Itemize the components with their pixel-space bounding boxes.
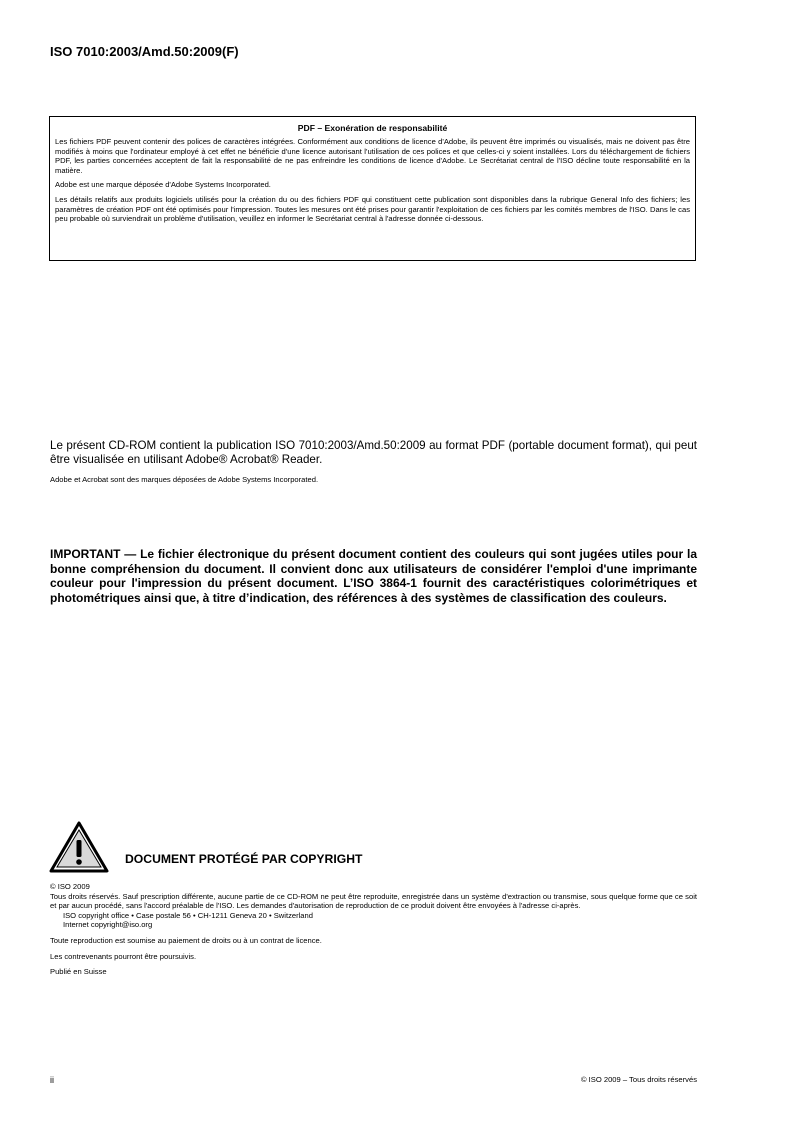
document-id: ISO 7010:2003/Amd.50:2009(F)	[50, 44, 239, 59]
pdf-disclaimer-box	[49, 116, 696, 261]
cdrom-trademark-note: Adobe et Acrobat sont des marques déposées de Adobe Systems Incorporated.	[50, 475, 319, 484]
cdrom-statement: Le présent CD-ROM contient la publication ISO 7010:2003/Amd.50:2009 au format PDF (portable document format), qui peut être visualisée en utilisant Adobe® Acrobat® Reader.	[50, 439, 697, 466]
copyright-year: © ISO 2009	[50, 882, 90, 891]
copyright-office-address: ISO copyright office • Case postale 56 • CH-1211 Geneva 20 • Switzerland	[63, 910, 313, 920]
disclaimer-paragraph-1: Les fichiers PDF peuvent contenir des polices de caractères intégrées. Conformément aux conditions de licence d'Adobe, ils peuvent être imprimés ou visualisés, mais ne doivent pas être modifiés à moins que l'ordinateur employé à cet effet ne bénéficie d'une licence autorisant l'utilisation de ces polices et que celles-ci y soient installées. Lors du téléchargement de fichiers PDF, les parties concernées acceptent de fait la responsabilité de ne pas enfreindre les conditions de licence d'Adobe. Le Secrétariat central de l'ISO décline toute responsabilité en la matière.	[55, 137, 690, 175]
copyright-offenders: Les contrevenants pourront être poursuivis.	[50, 951, 197, 961]
warning-triangle-icon	[48, 820, 110, 874]
disclaimer-paragraph-3: Les détails relatifs aux produits logiciels utilisés pour la création du ou des fichiers PDF qui constituent cette publication sont disponibles dans la rubrique General Info des fichiers; les paramètres de création PDF ont été optimisés pour l'impression. Toutes les mesures ont été prises pour garantir l'exploitation de ces fichiers par les comités membres de l'ISO. Dans le cas peu probable où surviendrait un problème d'utilisation, veuillez en informer le Secrétariat central à l'adresse donnée ci-dessous.	[55, 194, 690, 224]
copyright-title: DOCUMENT PROTÉGÉ PAR COPYRIGHT	[125, 852, 363, 866]
copyright-fee: Toute reproduction est soumise au paiement de droits ou à un contrat de licence.	[50, 935, 322, 945]
copyright-block	[50, 882, 697, 977]
disclaimer-paragraph-2: Adobe est une marque déposée d'Adobe Systems Incorporated.	[55, 180, 271, 190]
important-notice: IMPORTANT — Le fichier électronique du présent document contient des couleurs qui sont jugées utiles pour la bonne compréhension du document. Il convient donc aux utilisateurs de considérer l'emploi d'une imprimante couleur pour l'impression du présent document. L’ISO 3864-1 fournit des caractéristiques colorimétriques et photométriques ainsi que, à titre d’indication, des références à des systèmes de classification des couleurs.	[50, 547, 697, 605]
page-number: ii	[50, 1075, 54, 1085]
disclaimer-title: PDF – Exonération de responsabilité	[297, 123, 448, 133]
copyright-published: Publié en Suisse	[50, 967, 107, 977]
copyright-rights: Tous droits réservés. Sauf prescription différente, aucune partie de ce CD-ROM ne peut être reproduite, enregistrée dans un système d'extraction ou transmise, sous quelque forme que ce soit et par aucun procédé, sans l'accord préalable de l'ISO. Les demandes d'autorisation de reproduction de ce produit doivent être envoyées à l'adresse ci-après.	[50, 891, 697, 911]
footer-copyright: © ISO 2009 – Tous droits réservés	[580, 1075, 697, 1084]
copyright-internet: Internet copyright@iso.org	[63, 920, 153, 930]
